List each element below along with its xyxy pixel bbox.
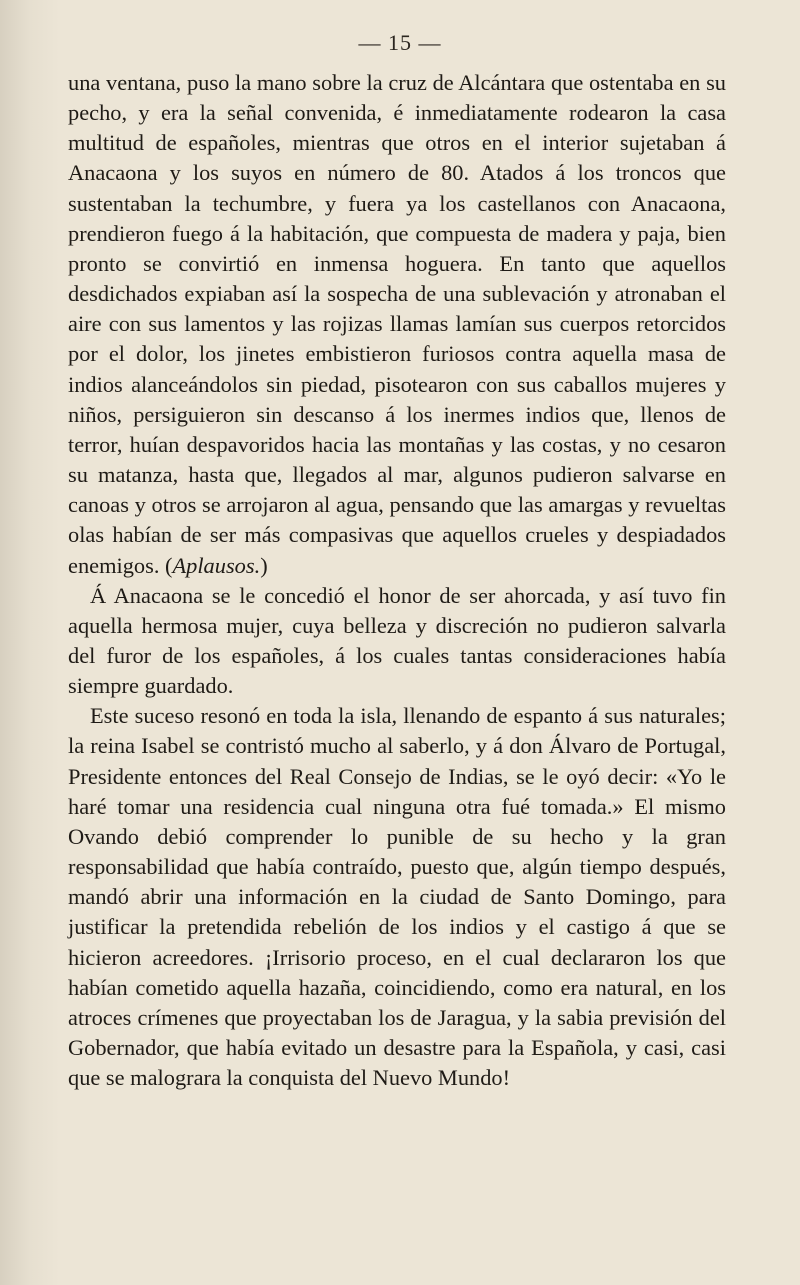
paragraph-1 xyxy=(68,68,726,581)
paragraph-1-emphasis: Aplausos. xyxy=(172,552,261,578)
page-body xyxy=(68,68,726,1093)
page-number: — 15 — xyxy=(358,30,442,55)
paragraph-2: Á Anacaona se le concedió el honor de ser ahorcada, y así tuvo fin aquella hermosa mujer, cuya belleza y discreción no pudieron salvarla del furor de los españoles, á los cuales tantas consideraciones había siempre guardado. xyxy=(68,582,726,699)
paragraph-3: Este suceso resonó en toda la isla, llenando de espanto á sus naturales; la reina Isabel se contristó mucho al saberlo, y á don Álvaro de Portugal, Presidente entonces del Real Consejo de Indias, se le oyó decir: «Yo le haré tomar una residencia cual ninguna otra fué tomada.» El mismo Ovando debió comprender lo punible de su hecho y la gran responsabilidad que había contraído, puesto que, algún tiempo después, mandó abrir una información en la ciudad de Santo Domingo, para justificar la pretendida rebelión de los indios y el castigo á que se hicieron acreedores. ¡Irrisorio proceso, en el cual declararon los que habían cometido aquella hazaña, coincidiendo, como era natural, en los atroces crímenes que proyectaban los de Jaragua, y la sabia previsión del Gobernador, que había evitado un desastre para la Española, y casi, casi que se malograra la conquista del Nuevo Mundo! xyxy=(68,703,726,1091)
paragraph-1-close: ) xyxy=(260,552,268,578)
paragraph-1-text: una ventana, puso la mano sobre la cruz de Alcántara que ostentaba en su pecho, y era la señal convenida, é inmediatamente rodearon la casa multitud de españoles, mientras que otros en el interior sujetaban á Anacaona y los suyos en número de 80. Atados á los troncos que sustentaban la techumbre, y fuera ya los castellanos con Anacaona, prendieron fuego á la habitación, que compuesta de madera y paja, bien pronto se convirtió en inmensa hoguera. En tanto que aquellos desdichados expiaban así la sospecha de una sublevación y atronaban el aire con sus lamentos y las rojizas llamas lamían sus cuerpos retorcidos por el dolor, los jinetes embistieron furiosos contra aquella masa de indios alanceándolos sin piedad, pisotearon con sus caballos mujeres y niños, persiguieron sin descanso á los inermes indios que, llenos de terror, huían despavoridos hacia las montañas y las costas, y no cesaron su matanza, hasta que, llegados al mar, algunos pudieron salvarse en canoas y otros se arrojaron al agua, pensando que las amargas y revueltas olas habían de ser más compasivas que aquellos crueles y despiadados enemigos. ( xyxy=(68,70,726,578)
